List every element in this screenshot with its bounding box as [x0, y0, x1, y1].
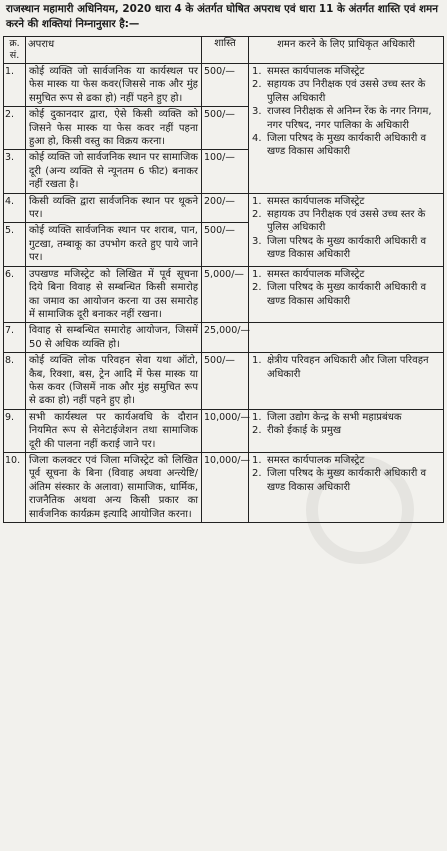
- row-offence: कोई व्यक्ति लोक परिवहन सेवा यथा ऑटो, कैब, रिक्शा, बस, ट्रेन आदि में फेस मास्क या फेस कवर (जिसमें नाक और मुंह समुचित रूप से ढका हो) नहीं पहने हुए हो।: [26, 353, 202, 410]
- authority-item: [252, 132, 440, 159]
- authority-item: [252, 454, 440, 467]
- column-header-sn: क्र. सं.: [4, 37, 26, 64]
- fine-amount: 5,000/—: [204, 268, 244, 280]
- row-serial: 7.: [4, 323, 26, 353]
- row-fine: [202, 266, 249, 323]
- table-row: [4, 452, 444, 522]
- row-fine: [202, 64, 249, 107]
- authority-cell: [249, 266, 444, 323]
- offence-table: [3, 36, 444, 523]
- row-serial: 6.: [4, 266, 26, 323]
- authority-item-text: जिला परिषद के मुख्य कार्यकारी अधिकारी व खण्ड विकास अधिकारी: [267, 235, 427, 261]
- authority-cell: [249, 64, 444, 194]
- authority-item: [252, 467, 440, 494]
- authority-item-number: 2.: [252, 282, 262, 294]
- table-row: [4, 409, 444, 452]
- column-header-fine: शास्ति: [202, 37, 249, 64]
- row-fine: [202, 223, 249, 266]
- authority-item-text: क्षेत्रीय परिवहन अधिकारी और जिला परिवहन अधिकारी: [267, 355, 429, 380]
- fine-amount: 10,000/—: [204, 454, 250, 466]
- document-heading: राजस्थान महामारी अधिनियम, 2020 धारा 4 के अंतर्गत घोषित अपराध एवं धारा 11 के अंतर्गत शास्ति एवं शमन करने की शक्तियां निम्नानुसार है:—: [6, 3, 439, 30]
- fine-amount: 100/—: [204, 152, 235, 164]
- row-fine: [202, 452, 249, 522]
- table-row: [4, 323, 444, 353]
- table-header-row: [4, 37, 444, 64]
- authority-list: [252, 195, 440, 262]
- authority-item-text: समस्त कार्यपालक मजिस्ट्रेट: [267, 66, 365, 77]
- authority-item-number: 1.: [252, 355, 262, 367]
- authority-item-number: 1.: [252, 195, 262, 207]
- authority-item-text: सहायक उप निरीक्षक एवं उससे उच्च स्तर के पुलिस अधिकारी: [267, 209, 426, 234]
- row-serial: 1.: [4, 64, 26, 107]
- authority-item-text: समस्त कार्यपालक मजिस्ट्रेट: [267, 268, 365, 280]
- authority-item-text: जिला उद्योग केन्द्र के सभी महाप्रबंधक: [267, 411, 402, 423]
- table-row: [4, 193, 444, 223]
- row-offence: कोई व्यक्ति सार्वजनिक स्थान पर शराब, पान, गुटखा, तम्बाकू का उपभोग करते हुए पाये जाने पर।: [26, 223, 202, 266]
- table-row: [4, 353, 444, 410]
- row-offence: किसी व्यक्ति द्वारा सार्वजनिक स्थान पर थूकने पर।: [26, 193, 202, 223]
- authority-item-text: राजस्व निरीक्षक से अनिम्न रेंक के नगर निगम, नगर परिषद, नगर पालिका के अधिकारी: [267, 106, 432, 131]
- authority-list: [252, 354, 440, 381]
- row-offence: उपखण्ड मजिस्ट्रेट को लिखित में पूर्व सूचना दिये बिना विवाह से सम्बन्धित किसी समारोह का जमाव का आयोजन करना या उस समारोह में सामाजिक दूरी बनाकर नहीं रखना।: [26, 266, 202, 323]
- table-row: [4, 64, 444, 107]
- row-offence: विवाह से सम्बन्धित समारोह आयोजन, जिसमें 50 से अधिक व्यक्ति हो।: [26, 323, 202, 353]
- authority-item-number: 1.: [252, 268, 262, 280]
- authority-item: [252, 195, 440, 208]
- authority-item-number: 1.: [252, 454, 262, 466]
- authority-item: [252, 65, 440, 78]
- authority-item-number: 1.: [252, 66, 262, 77]
- authority-item-number: 2.: [252, 209, 262, 221]
- fine-amount: 200/—: [204, 195, 235, 207]
- row-fine: [202, 150, 249, 193]
- row-serial: 5.: [4, 223, 26, 266]
- row-offence: जिला कलक्टर एवं जिला मजिस्ट्रेट को लिखित पूर्व सूचना के बिना (विवाह अथवा अन्त्येष्टि/अंतिम संस्कार के अलावा) सामाजिक, धार्मिक, राजनैतिक अथवा अन्य किसी प्रकार का सार्वजनिक कार्यक्रम इत्यादि आयोजित करना।: [26, 452, 202, 522]
- fine-amount: 10,000/—: [204, 411, 250, 423]
- authority-list: [252, 454, 440, 494]
- table-row: [4, 266, 444, 323]
- row-serial: 4.: [4, 193, 26, 223]
- row-offence: कोई व्यक्ति जो सार्वजनिक या कार्यस्थल पर फेस मास्क या फेस कवर(जिससे नाक और मुंह समुचित रूप से ढका हो) नहीं पहने हुए हो।: [26, 64, 202, 107]
- authority-item: [252, 354, 440, 381]
- fine-amount: 500/—: [204, 355, 235, 367]
- authority-item: [252, 208, 440, 235]
- row-serial: 9.: [4, 409, 26, 452]
- row-offence: कोई व्यक्ति जो सार्वजनिक स्थान पर सामाजिक दूरी (अन्य व्यक्ति से न्यूनतम 6 फीट) बनाकर नहीं रखता है।: [26, 150, 202, 193]
- authority-list: [252, 65, 440, 159]
- table-body: [4, 64, 444, 523]
- authority-item: [252, 281, 440, 308]
- authority-cell: [249, 409, 444, 452]
- fine-amount: 500/—: [204, 109, 235, 121]
- fine-amount: 500/—: [204, 66, 235, 77]
- authority-item-text: जिला परिषद के मुख्य कार्यकारी अधिकारी व खण्ड विकास अधिकारी: [267, 133, 427, 158]
- authority-item-number: 2.: [252, 468, 262, 480]
- authority-list: [252, 411, 440, 438]
- row-fine: [202, 409, 249, 452]
- authority-item-number: 2.: [252, 425, 262, 437]
- authority-cell: [249, 353, 444, 410]
- column-header-offence: अपराध: [26, 37, 202, 64]
- authority-cell: [249, 452, 444, 522]
- authority-item-number: 1.: [252, 411, 262, 423]
- row-serial: 3.: [4, 150, 26, 193]
- row-serial: 10.: [4, 452, 26, 522]
- authority-item-text: जिला परिषद के मुख्य कार्यकारी अधिकारी व खण्ड विकास अधिकारी: [267, 282, 427, 307]
- row-serial: 2.: [4, 107, 26, 150]
- authority-item-text: समस्त कार्यपालक मजिस्ट्रेट: [267, 454, 365, 466]
- row-fine: [202, 353, 249, 410]
- authority-item-number: 3.: [252, 235, 262, 247]
- row-fine: [202, 107, 249, 150]
- authority-item-text: सहायक उप निरीक्षक एवं उससे उच्च स्तर के पुलिस अधिकारी: [267, 79, 426, 104]
- authority-item: [252, 235, 440, 262]
- row-serial: 8.: [4, 353, 26, 410]
- authority-item-text: जिला परिषद के मुख्य कार्यकारी अधिकारी व खण्ड विकास अधिकारी: [267, 468, 427, 493]
- authority-item: [252, 424, 440, 437]
- row-fine: [202, 323, 249, 353]
- column-header-authority: शमन करने के लिए प्राधिकृत अधिकारी: [249, 37, 444, 64]
- authority-item: [252, 78, 440, 105]
- authority-item-text: समस्त कार्यपालक मजिस्ट्रेट: [267, 195, 365, 207]
- authority-list: [252, 268, 440, 308]
- authority-item-number: 3.: [252, 106, 262, 118]
- fine-amount: 25,000/—: [204, 325, 250, 337]
- fine-amount: 500/—: [204, 225, 235, 237]
- authority-cell-empty: [249, 323, 444, 353]
- authority-item: [252, 411, 440, 424]
- row-offence: कोई दुकानदार द्वारा, ऐसे किसी व्यक्ति को जिसने फेस मास्क या फेस कवर नहीं पहना हुआ हो, किसी वस्तु का विक्रय करना।: [26, 107, 202, 150]
- authority-item: [252, 105, 440, 132]
- authority-item-number: 2.: [252, 79, 262, 91]
- row-offence: सभी कार्यस्थल पर कार्यअवधि के दौरान नियमित रूप से सेनेटाईजेशन तथा सामाजिक दूरी की पालना नहीं कराई जाने पर।: [26, 409, 202, 452]
- authority-item-number: 4.: [252, 133, 262, 145]
- authority-item: [252, 268, 440, 281]
- authority-item-text: रीको ईकाई के प्रमुख: [267, 425, 342, 437]
- authority-cell: [249, 193, 444, 266]
- row-fine: [202, 193, 249, 223]
